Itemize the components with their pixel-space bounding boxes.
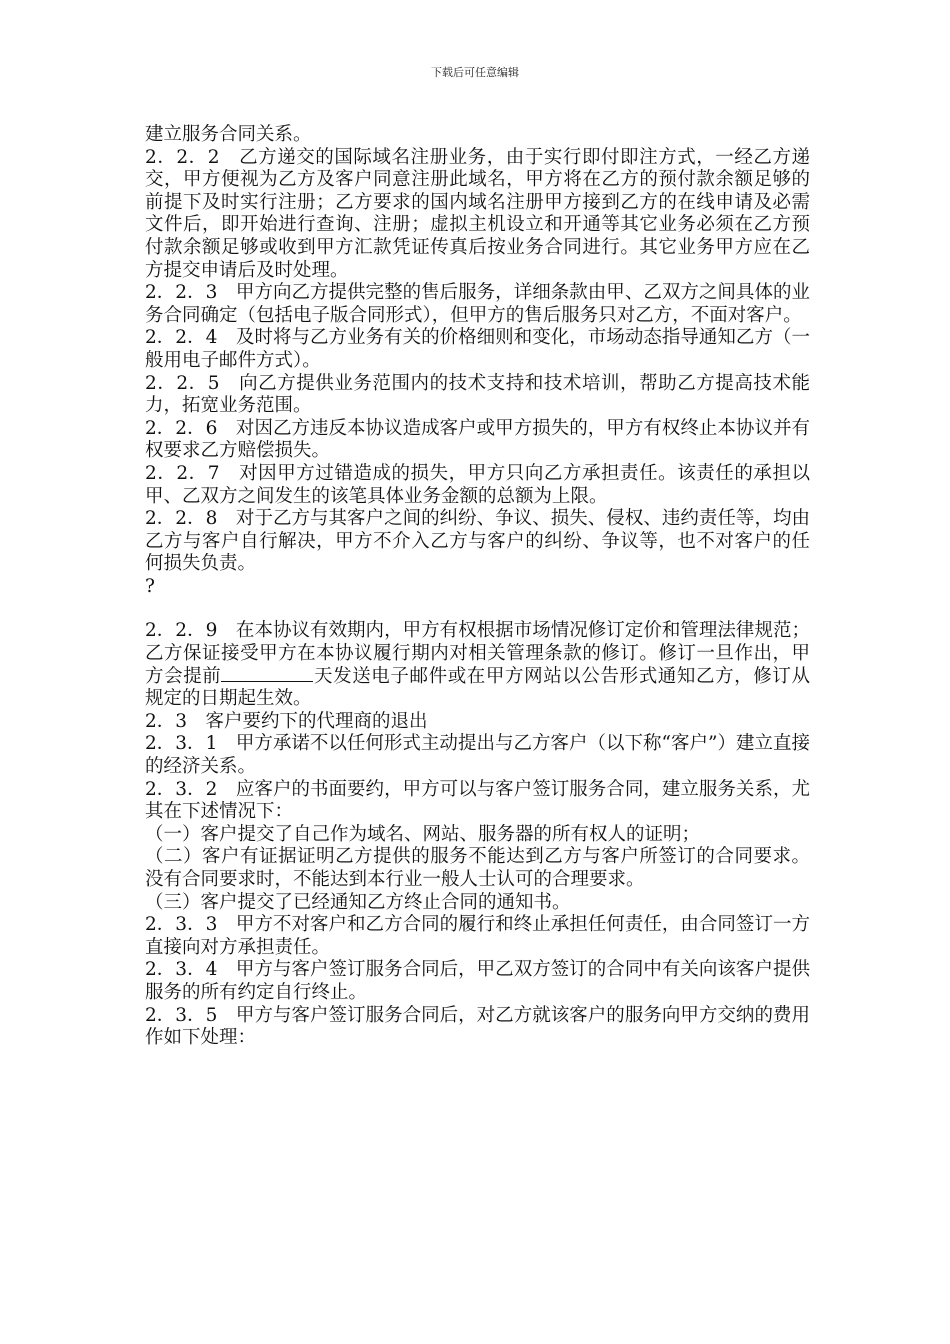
list-item-2: （二）客户有证据证明乙方提供的服务不能达到乙方与客户所签订的合同要求。没有合同要求时，不能达到本行业一般人士认可的合理要求。 xyxy=(145,846,810,890)
clause-2-3-1: 2．3．1 甲方承诺不以任何形式主动提出与乙方客户（以下称“客户”）建立直接的经济关系。 xyxy=(145,733,810,778)
clause-2-2-4: 2．2．4 及时将与乙方业务有关的价格细则和变化，市场动态指导通知乙方（一般用电子邮件方式）。 xyxy=(145,327,810,371)
clause-2-3-5: 2．3．5 甲方与客户签订服务合同后，对乙方就该客户的服务向甲方交纳的费用作如下处理： xyxy=(145,1004,810,1049)
clause-2-2-8: 2．2．8 对于乙方与其客户之间的纠纷、争议、损失、侵权、违约责任等，均由乙方与客户自行解决，甲方不介入乙方与客户的纠纷、争议等，也不对客户的任何损失负责。 xyxy=(145,508,810,575)
blank-line xyxy=(145,598,810,620)
clause-2-2-6: 2．2．6 对因乙方违反本协议造成客户或甲方损失的，甲方有权终止本协议并有权要求乙方赔偿损失。 xyxy=(145,417,810,462)
fill-in-blank-days xyxy=(221,667,313,682)
clause-2-2-9 xyxy=(145,620,810,710)
list-item-1: （一）客户提交了自己作为域名、网站、服务器的所有权人的证明； xyxy=(145,823,701,845)
stray-question-mark: ? xyxy=(145,575,155,597)
clause-2-2-2: 2．2．2 乙方递交的国际域名注册业务，由于实行即付即注方式，一经乙方递交，甲方便视为乙方及客户同意注册此域名，甲方将在乙方的预付款余额足够的前提下及时实行注册；乙方要求的国内域名注册甲方接到乙方的在线申请及必需文件后，即开始进行查询、注册；虚拟主机设立和开通等其它业务必须在乙方预付款余额足够或收到甲方汇款凭证传真后按业务合同进行。其它业务甲方应在乙方提交申请后及时处理。 xyxy=(145,146,810,281)
clause-2-3-3: 2．3．3 甲方不对客户和乙方合同的履行和终止承担任何责任，由合同签订一方直接向对方承担责任。 xyxy=(145,914,810,958)
list-item-3: （三）客户提交了已经通知乙方终止合同的通知书。 xyxy=(145,891,571,913)
clause-2-3-4: 2．3．4 甲方与客户签订服务合同后，甲乙双方签订的合同中有关向该客户提供服务的所有约定自行终止。 xyxy=(145,959,810,1003)
clause-2-2-3: 2．2．3 甲方向乙方提供完整的售后服务，详细条款由甲、乙双方之间具体的业务合同确定（包括电子版合同形式），但甲方的售后服务只对乙方，不面对客户。 xyxy=(145,282,810,326)
clause-2-2-7: 2．2．7 对因甲方过错造成的损失，甲方只向乙方承担责任。该责任的承担以甲、乙双方之间发生的该笔具体业务金额的总额为上限。 xyxy=(145,462,810,507)
page-header-note: 下载后可任意编辑 xyxy=(431,66,519,79)
clause-2-2-9-after: 天发送电子邮件或在甲方网站以公告形式通知乙方，修订从规定的日期起生效。 xyxy=(145,665,810,710)
clause-2-2-5: 2．2．5 向乙方提供业务范围内的技术支持和技术培训，帮助乙方提高技术能力，拓宽业务范围。 xyxy=(145,372,810,417)
paragraph: 建立服务合同关系。 xyxy=(145,124,312,145)
clause-2-3-2: 2．3．2 应客户的书面要约，甲方可以与客户签订服务合同，建立服务关系，尤其在下述情况下： xyxy=(145,778,810,823)
document-body xyxy=(145,124,810,1050)
clause-2-2-9-before: 2．2．9 在本协议有效期内，甲方有权根据市场情况修订定价和管理法律规范；乙方保证接受甲方在本协议履行期内对相关管理条款的修订。修订一旦作出，甲方会提前 xyxy=(145,620,810,687)
section-2-3-heading: 2．3 客户要约下的代理商的退出 xyxy=(145,710,428,732)
